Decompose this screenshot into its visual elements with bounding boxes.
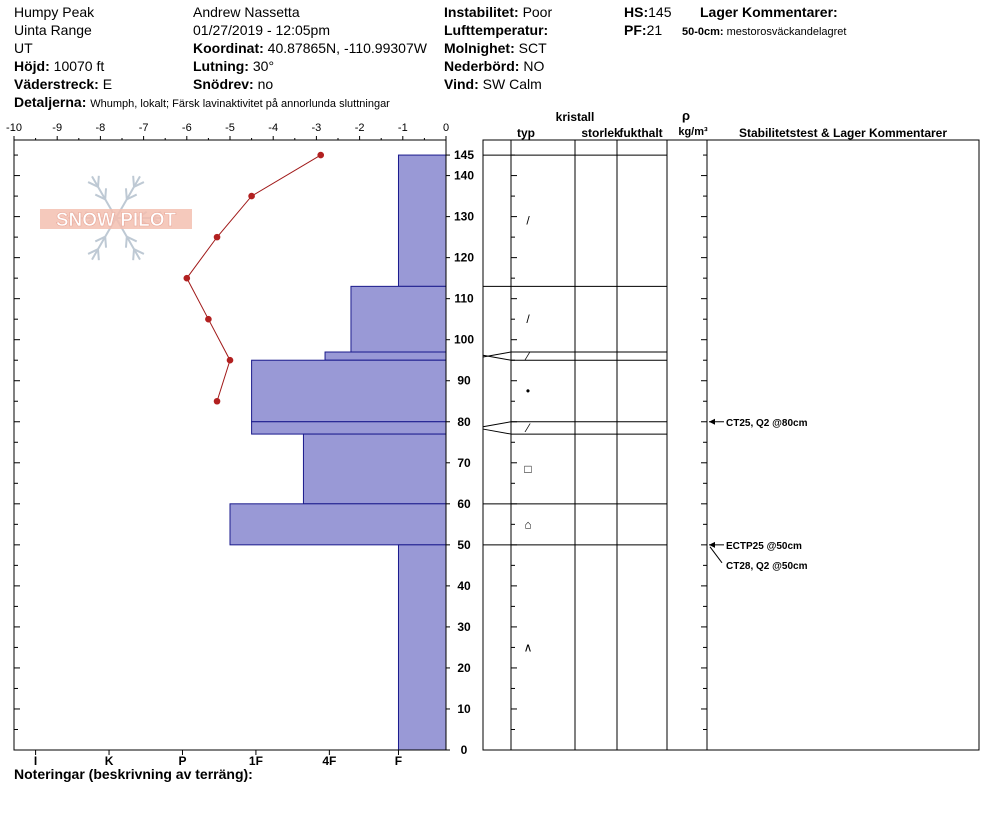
temp-tick-label: -3	[311, 122, 322, 134]
location-name: Humpy Peak	[14, 4, 95, 20]
layer-comments-title: Lager Kommentarer:	[700, 4, 838, 20]
hardness-tick-label: F	[394, 754, 403, 768]
temp-tick-label: -10	[6, 122, 22, 134]
crystal-symbol: ⌂	[524, 517, 532, 532]
hardness-bar	[252, 360, 446, 422]
snowpilot-logo	[40, 176, 192, 260]
pf-label: PF:	[624, 22, 647, 38]
details-label: Detaljerna:	[14, 94, 87, 110]
instability-value: Poor	[522, 4, 553, 20]
temp-tick-label: -2	[354, 122, 365, 134]
height-tick-label: 30	[457, 619, 471, 634]
stability-header: Stabilitetstest & Lager Kommentarer	[738, 126, 948, 140]
rho-header: ρ	[681, 108, 691, 123]
layer-comment-text: mestorosväckandelagret	[726, 26, 847, 38]
observer-name: Andrew Nassetta	[193, 4, 300, 20]
height-tick-label: 110	[454, 291, 474, 306]
layer-connector	[483, 355, 511, 360]
snowflake-branch	[98, 249, 99, 260]
elevation-value: 10070 ft	[53, 58, 105, 74]
height-tick-label: 20	[457, 660, 471, 675]
layer-connector	[483, 429, 511, 434]
hardness-tick-label: 4F	[322, 754, 337, 768]
height-tick-label: 145	[453, 148, 475, 163]
height-tick-label: 10	[457, 701, 471, 716]
temp-tick-label: -4	[268, 122, 279, 134]
stability-arrow-icon	[709, 419, 715, 425]
temperature-point	[214, 398, 221, 405]
height-tick-label: 140	[453, 168, 475, 183]
stability-test-item	[709, 541, 802, 552]
temperature-point	[184, 275, 191, 282]
stability-connector	[710, 547, 722, 563]
instability-label: Instabilitet:	[444, 4, 519, 20]
aspect-value: E	[102, 76, 113, 92]
height-tick-label: 90	[457, 373, 471, 388]
observation-datetime: 01/27/2019 - 12:05pm	[193, 22, 330, 38]
height-tick-label: 80	[457, 414, 471, 429]
height-tick-label: 0	[460, 743, 468, 757]
moisture-header: fukthalt	[619, 126, 663, 140]
size-header: storlek	[581, 126, 621, 140]
snowflake-branch	[105, 188, 106, 199]
temp-tick-label: -1	[397, 122, 408, 134]
height-tick-label: 50	[457, 537, 471, 552]
snowflake-branch	[133, 176, 134, 187]
drift-label: Snödrev:	[193, 76, 254, 92]
elevation-label: Höjd:	[14, 58, 50, 74]
temperature-point	[317, 152, 324, 159]
drift-value: no	[257, 76, 274, 92]
crystal-symbol: ⁄	[526, 349, 530, 364]
airtemp-label: Lufttemperatur:	[444, 22, 549, 38]
height-tick-label: 40	[457, 578, 471, 593]
height-tick-label: 60	[457, 496, 471, 511]
height-tick-label: 130	[453, 209, 475, 224]
cloud-label: Molnighet:	[444, 40, 515, 56]
hardness-bar	[325, 352, 446, 360]
hs-value: 145	[648, 4, 672, 20]
height-tick-label: 120	[453, 250, 475, 265]
temp-tick-label: -5	[225, 122, 235, 134]
slope-value: 30°	[252, 58, 275, 74]
temp-tick-label: -9	[52, 122, 63, 134]
state-name: UT	[14, 40, 33, 56]
pf-value: 21	[646, 22, 663, 38]
crystal-symbol: ⁄	[526, 420, 530, 435]
slope-label: Lutning:	[193, 58, 249, 74]
aspect-label: Väderstreck:	[14, 76, 99, 92]
layer-comment-depth: 50-0cm:	[682, 26, 724, 38]
wind-value: SW Calm	[482, 76, 542, 92]
hs-label: HS:	[624, 4, 649, 20]
hardness-bar	[230, 504, 446, 545]
hardness-tick-label: I	[33, 754, 38, 768]
temperature-point	[227, 357, 234, 364]
details-value: Whumph, lokalt; Färsk lavinaktivitet på annorlunda sluttningar	[90, 98, 390, 110]
snowflake-branch	[105, 237, 106, 248]
temperature-point	[248, 193, 255, 200]
precip-value: NO	[523, 58, 545, 74]
snowflake-branch	[126, 237, 127, 248]
crystal-symbol: /	[526, 312, 530, 327]
height-tick-label: 100	[453, 332, 475, 347]
stability-test-label: CT28, Q2 @50cm	[726, 560, 808, 572]
stability-test-item	[709, 418, 808, 429]
snowflake-branch	[126, 188, 127, 199]
density-header: kg/m³	[678, 126, 708, 138]
notes-label: Noteringar (beskrivning av terräng):	[14, 766, 253, 782]
hardness-tick-label: 1F	[248, 754, 263, 768]
table-frame	[483, 140, 979, 750]
layer-table	[446, 140, 979, 757]
temperature-point	[214, 234, 221, 241]
hardness-bar	[252, 422, 446, 434]
hardness-bar	[398, 155, 446, 286]
hardness-tick-label: P	[178, 754, 187, 768]
stability-test-label: ECTP25 @50cm	[726, 540, 802, 552]
height-tick-label: 70	[457, 455, 471, 470]
stability-test-label: CT25, Q2 @80cm	[726, 417, 808, 429]
precip-label: Nederbörd:	[444, 58, 520, 74]
crystal-symbol: •	[525, 383, 531, 398]
temp-tick-label: -7	[138, 122, 149, 134]
hardness-bar	[398, 545, 446, 750]
crystal-symbol: /	[526, 213, 530, 228]
hardness-bar	[303, 434, 446, 504]
temp-tick-label: 0	[442, 122, 450, 134]
temp-tick-label: -6	[181, 122, 192, 134]
hardness-tick-label: K	[104, 754, 114, 768]
snowflake-branch	[98, 176, 99, 187]
coordinate-value: 40.87865N, -110.99307W	[267, 40, 427, 56]
temp-tick-label: -8	[95, 122, 106, 134]
crystal-symbol: ∧	[523, 640, 533, 655]
crystal-header: kristall	[555, 110, 595, 124]
range-name: Uinta Range	[14, 22, 92, 38]
type-header: typ	[517, 126, 535, 140]
coordinate-label: Koordinat:	[193, 40, 264, 56]
cloud-value: SCT	[518, 40, 547, 56]
snowflake-branch	[133, 249, 134, 260]
layer-connector	[483, 422, 511, 427]
wind-label: Vind:	[444, 76, 479, 92]
hardness-bar	[351, 286, 446, 352]
crystal-symbol: □	[524, 461, 532, 476]
temperature-point	[205, 316, 212, 323]
logo-text: SNOW PILOT	[55, 210, 177, 231]
